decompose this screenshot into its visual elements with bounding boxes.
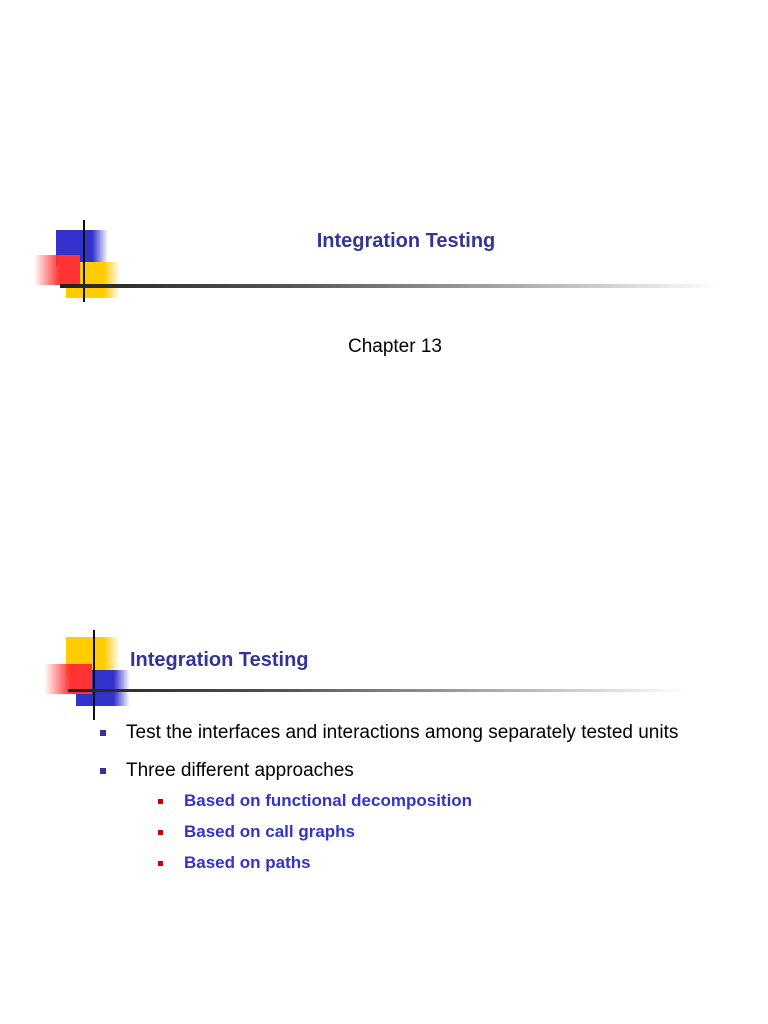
sub-bullet-text: Based on paths bbox=[184, 853, 311, 872]
sub-bullet-marker bbox=[158, 830, 163, 835]
slide-subtitle: Chapter 13 bbox=[347, 336, 442, 357]
title-rule bbox=[60, 284, 720, 288]
bullet-text: Test the interfaces and interactions among separately tested units bbox=[126, 722, 679, 743]
sub-bullet-list bbox=[126, 790, 720, 874]
bullet-item bbox=[100, 720, 720, 746]
sub-bullet-item bbox=[158, 852, 720, 874]
slide-title: Integration Testing bbox=[316, 230, 496, 252]
sub-bullet-item bbox=[158, 790, 720, 812]
sub-bullet-text: Based on functional decomposition bbox=[184, 791, 473, 810]
bullet-marker bbox=[100, 730, 106, 736]
deco-vertical-line bbox=[93, 630, 95, 720]
title-rule bbox=[68, 689, 688, 692]
slide-title: Integration Testing bbox=[130, 649, 309, 671]
deco-red-square bbox=[34, 255, 80, 285]
sub-bullet-marker bbox=[158, 799, 163, 804]
slide-2 bbox=[0, 512, 768, 1024]
sub-bullet-marker bbox=[158, 861, 163, 866]
sub-bullet-item bbox=[158, 821, 720, 843]
bullet-item bbox=[100, 758, 720, 874]
bullet-text: Three different approaches bbox=[126, 760, 354, 781]
bullet-marker bbox=[100, 768, 106, 774]
sub-bullet-text: Based on call graphs bbox=[184, 822, 355, 841]
bullet-list bbox=[100, 720, 720, 874]
